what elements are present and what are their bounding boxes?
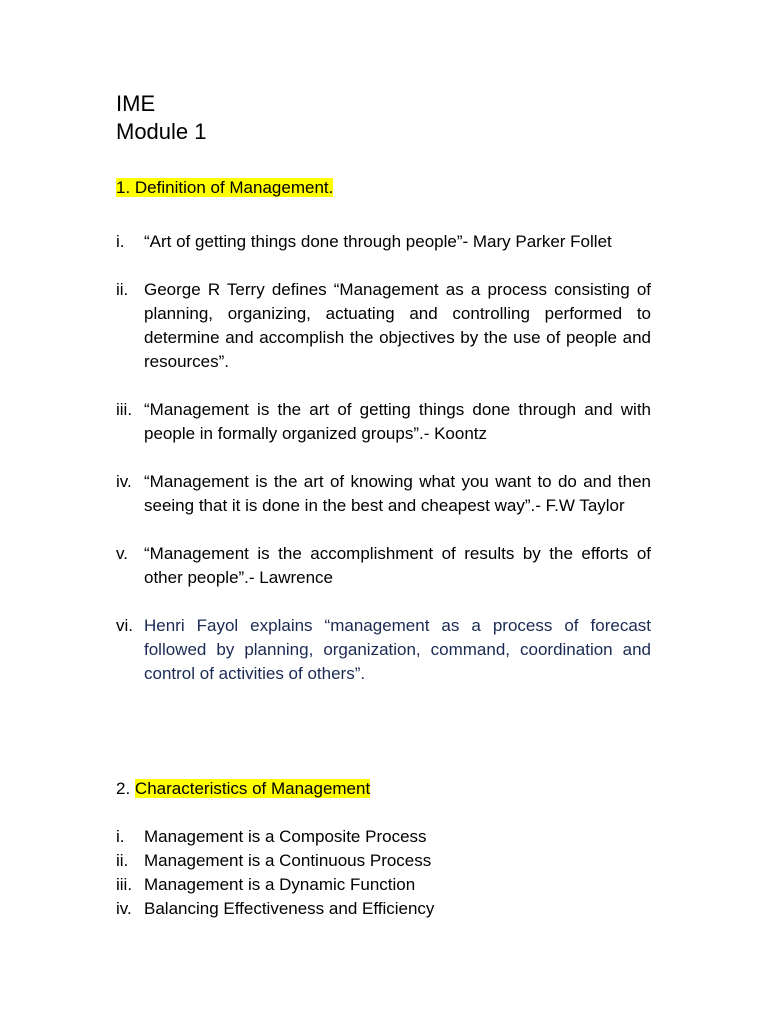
list-item-text: “Management is the accomplishment of results by the efforts of other people”.- Lawrence <box>144 544 651 587</box>
definition-list <box>116 230 651 686</box>
section-2-number: 2. <box>116 779 131 798</box>
list-item-text: Management is a Composite Process <box>144 827 427 846</box>
list-item-number: ii. <box>116 851 129 870</box>
section-2-heading <box>116 777 370 801</box>
section-1-heading <box>116 176 333 200</box>
list-item-text: “Management is the art of knowing what you want to do and then seeing that it is done in the best and cheapest way”.- F.W Taylor <box>144 472 651 515</box>
list-item-number: iii. <box>116 875 133 894</box>
list-item-number: iii. <box>116 400 133 419</box>
list-item <box>116 825 651 849</box>
list-item <box>116 897 651 921</box>
list-item <box>116 614 651 686</box>
list-item-text: Management is a Continuous Process <box>144 851 432 870</box>
list-item-number: v. <box>116 544 128 563</box>
section-1-heading-text: 1. Definition of Management. <box>116 178 334 197</box>
list-item <box>116 230 651 254</box>
list-item-number: iv. <box>116 899 132 918</box>
list-item-number: i. <box>116 232 125 251</box>
list-item-text: Henri Fayol explains “management as a process of forecast followed by planning, organization, command, coordination and control of activities of others”. <box>144 616 651 683</box>
list-item-number: ii. <box>116 280 129 299</box>
list-item <box>116 470 651 518</box>
characteristics-list <box>116 825 651 921</box>
module-title: Module 1 <box>116 119 207 144</box>
list-item <box>116 849 651 873</box>
list-item-text: George R Terry defines “Management as a process consisting of planning, organizing, actuating and controlling performed to determine and accomplish the objectives by the use of people and resources”. <box>144 280 651 371</box>
list-item <box>116 398 651 446</box>
section-2-heading-text: Characteristics of Management <box>134 779 371 798</box>
list-item-number: i. <box>116 827 125 846</box>
list-item-text: “Art of getting things done through people”- Mary Parker Follet <box>144 232 612 251</box>
list-item <box>116 542 651 590</box>
list-item-text: Balancing Effectiveness and Efficiency <box>144 899 435 918</box>
document-title: IME <box>116 91 156 116</box>
list-item-text: Management is a Dynamic Function <box>144 875 416 894</box>
list-item-text: “Management is the art of getting things done through and with people in formally organized groups”.- Koontz <box>144 400 651 443</box>
list-item <box>116 278 651 374</box>
list-item <box>116 873 651 897</box>
list-item-number: iv. <box>116 472 132 491</box>
list-item-number: vi. <box>116 616 133 635</box>
